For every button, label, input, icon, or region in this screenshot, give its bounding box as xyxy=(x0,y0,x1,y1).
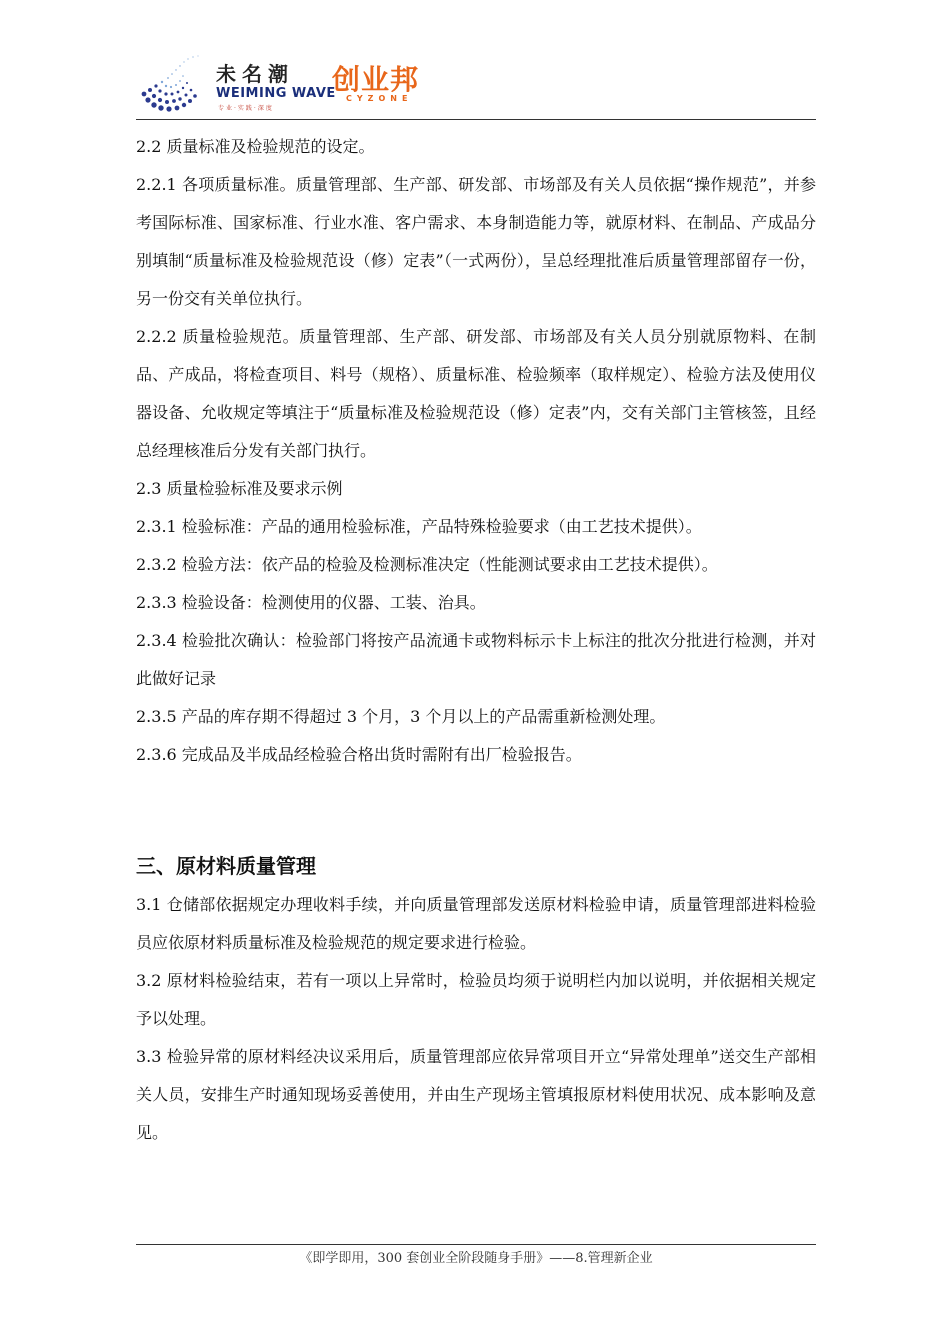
section-2-3-heading: 2.3 质量检验标准及要求示例 xyxy=(136,479,343,498)
paragraph-2-3-2: 2.3.2 检验方法：依产品的检验及检测标准决定（性能测试要求由工艺技术提供）。 xyxy=(136,555,718,574)
paragraph-2-2-1: 2.2.1 各项质量标准。质量管理部、生产部、研发部、市场部及有关人员依据“操作规范”，并参考国际标准、国家标准、行业水准、客户需求、本身制造能力等，就原材料、在制品、产成品分别填制“质量标准及检验规范设（修）定表”（一式两份），呈总经理批准后质量管理部留存一份，另一份交有关单位执行。 xyxy=(136,175,816,308)
page-header xyxy=(136,52,816,118)
brand-name-en: WEIMING WAVE xyxy=(216,86,336,101)
paragraph-2-3-3: 2.3.3 检验设备：检测使用的仪器、工装、治具。 xyxy=(136,593,486,612)
document-body xyxy=(136,128,816,1152)
section-spacer xyxy=(136,774,816,846)
cyzone-logo-cn: 创业邦 xyxy=(332,63,420,96)
section-2-2-heading: 2.2 质量标准及检验规范的设定。 xyxy=(136,137,375,156)
brand-name-cn: 未名潮 xyxy=(216,62,294,86)
paragraph-3-3: 3.3 检验异常的原材料经决议采用后，质量管理部应依异常项目开立“异常处理单”送交生产部相关人员，安排生产时通知现场妥善使用，并由生产现场主管填报原材料使用状况、成本影响及意见。 xyxy=(136,1047,816,1142)
paragraph-2-2-2: 2.2.2 质量检验规范。质量管理部、生产部、研发部、市场部及有关人员分别就原物料、在制品、产成品，将检查项目、料号（规格）、质量标准、检验频率（取样规定）、检验方法及使用仪器设备、允收规定等填注于“质量标准及检验规范设（修）定表”内，交有关部门主管核签，且经总经理核准后分发有关部门执行。 xyxy=(136,327,816,460)
paragraph-2-3-6: 2.3.6 完成品及半成品经检验合格出货时需附有出厂检验报告。 xyxy=(136,745,582,764)
page-footer: 《即学即用，300 套创业全阶段随身手册》——8.管理新企业 xyxy=(299,1251,653,1266)
weiming-wave-logo xyxy=(136,52,216,114)
brand-tagline: 专业·实践·深度 xyxy=(218,105,274,112)
cyzone-logo-en: CYZONE xyxy=(346,94,413,103)
paragraph-3-2: 3.2 原材料检验结束，若有一项以上异常时，检验员均须于说明栏内加以说明，并依据相关规定予以处理。 xyxy=(136,971,816,1028)
paragraph-2-3-1: 2.3.1 检验标准：产品的通用检验标准，产品特殊检验要求（由工艺技术提供）。 xyxy=(136,517,702,536)
header-divider xyxy=(136,119,816,120)
section-3-heading: 三、原材料质量管理 xyxy=(136,854,316,878)
paragraph-3-1: 3.1 仓储部依据规定办理收料手续，并向质量管理部发送原材料检验申请，质量管理部进料检验员应依原材料质量标准及检验规范的规定要求进行检验。 xyxy=(136,895,816,952)
footer-divider xyxy=(136,1244,816,1245)
paragraph-2-3-5: 2.3.5 产品的库存期不得超过 3 个月，3 个月以上的产品需重新检测处理。 xyxy=(136,707,666,726)
paragraph-2-3-4: 2.3.4 检验批次确认：检验部门将按产品流通卡或物料标示卡上标注的批次分批进行检测，并对此做好记录 xyxy=(136,631,816,688)
